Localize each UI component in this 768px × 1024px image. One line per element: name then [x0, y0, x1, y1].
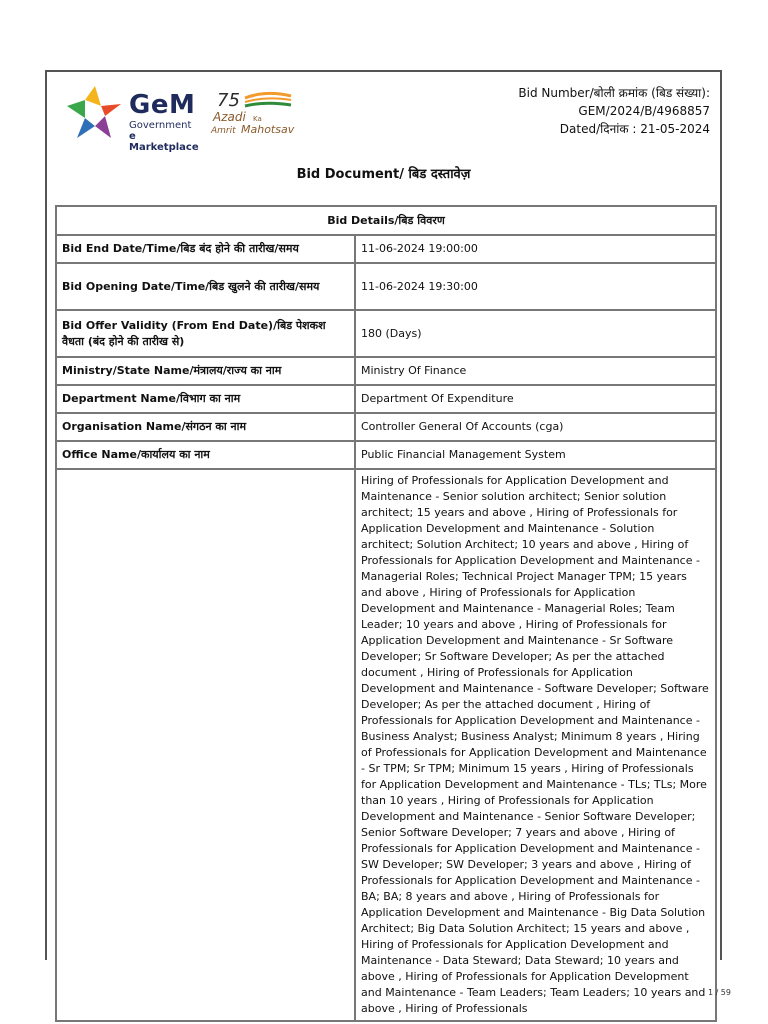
bid-number: GEM/2024/B/4968857	[578, 104, 710, 118]
mahotsav-word: Mahotsav	[241, 123, 295, 136]
bid-offer-validity-label: Bid Offer Validity (From End Date)/बिड पेशकश वैधता (बंद होने की तारीख से)	[56, 310, 355, 357]
table-heading: Bid Details/बिड विवरण	[56, 206, 716, 235]
azadi-word: Azadi	[213, 110, 246, 124]
gem-subtitle-1: Government	[129, 120, 192, 131]
bid-end-date-label: Bid End Date/Time/बिड बंद होने की तारीख/समय	[56, 235, 355, 263]
ministry-value: Ministry Of Finance	[355, 357, 716, 385]
item-category-label	[56, 469, 355, 1021]
gem-star-logo-icon	[65, 82, 125, 142]
table-row	[56, 469, 716, 1021]
bid-metadata	[518, 84, 710, 138]
bid-date: Dated/दिनांक : 21-05-2024	[559, 122, 710, 136]
azadi-number: 75	[217, 90, 240, 111]
table-row	[56, 441, 716, 469]
gem-wordmark	[129, 90, 205, 153]
table-row	[56, 413, 716, 441]
azadi-ka-amrit-mahotsav-logo-icon	[211, 88, 301, 138]
organisation-value: Controller General Of Accounts (cga)	[355, 413, 716, 441]
organisation-label: Organisation Name/संगठन का नाम	[56, 413, 355, 441]
table-row	[56, 263, 716, 310]
ministry-label: Ministry/State Name/मंत्रालय/राज्य का नाम	[56, 357, 355, 385]
gem-name: GeM	[129, 90, 196, 120]
gem-subtitle-2: e Marketplace	[129, 131, 199, 153]
office-label: Office Name/कार्यालय का नाम	[56, 441, 355, 469]
office-value: Public Financial Management System	[355, 441, 716, 469]
document-header	[47, 72, 720, 202]
document-title: Bid Document/ बिड दस्तावेज़	[296, 167, 471, 182]
department-label: Department Name/विभाग का नाम	[56, 385, 355, 413]
bid-details-table	[55, 205, 717, 1022]
table-row	[56, 235, 716, 263]
amrit-word: Amrit	[211, 126, 236, 136]
bid-end-date-value: 11-06-2024 19:00:00	[355, 235, 716, 263]
gem-logo	[65, 82, 205, 153]
azadi-ka: Ka	[253, 115, 262, 123]
department-value: Department Of Expenditure	[355, 385, 716, 413]
bid-opening-date-value: 11-06-2024 19:30:00	[355, 263, 716, 310]
table-row	[56, 310, 716, 357]
page-number: 1 / 59	[707, 988, 731, 997]
item-description: Hiring of Professionals for Application Development and Maintenance - Senior solution architect; Senior solution architect; 15 years and above , Hiring of Professionals for Application Development and Maintenance - Solution architect; Solution Architect; 10 years and above , Hiring of Professionals for Application Development and Maintenance - Managerial Roles; Technical Project Manager TPM; 15 years and above , Hiring of Professionals for Application Development and Maintenance - Managerial Roles; Team Leader; 10 years and above , Hiring of Professionals for Application Development and Maintenance - Sr Software Developer; Sr Software Developer; As per the attached document , Hiring of Professionals for Application Development and Maintenance - Software Developer; Software Developer; As per the attached document , Hiring of Professionals for Application Development and Maintenance - Business Analyst; Business Analyst; Minimum 8 years , Hiring of Professionals for Application Development and Maintenance - Sr TPM; Sr TPM; Minimum 15 years , Hiring of Professionals for Application Development and Maintenance - TLs; TLs; More than 10 years , Hiring of Professionals for Application Development and Maintenance - Senior Software Developer; Senior Software Developer; 7 years and above , Hiring of Professionals for Application Development and Maintenance - SW Developer; SW Developer; 3 years and above , Hiring of Professionals for Application Development and Maintenance - BA; BA; 8 years and above , Hiring of Professionals for Application Development and Maintenance - Big Data Solution Architect; Big Data Solution Architect; 15 years and above , Hiring of Professionals for Application Development and Maintenance - Data Steward; Data Steward; 10 years and above , Hiring of Professionals for Application Development and Maintenance - Team Leaders; Team Leaders; 10 years and above , Hiring of Professionals	[355, 469, 716, 1021]
bid-opening-date-label: Bid Opening Date/Time/बिड खुलने की तारीख/समय	[56, 263, 355, 310]
bid-offer-validity-value: 180 (Days)	[355, 310, 716, 357]
bid-number-label: Bid Number/बोली क्रमांक (बिड संख्या):	[518, 86, 710, 100]
table-row	[56, 385, 716, 413]
table-row	[56, 357, 716, 385]
table-heading-row	[56, 206, 716, 235]
